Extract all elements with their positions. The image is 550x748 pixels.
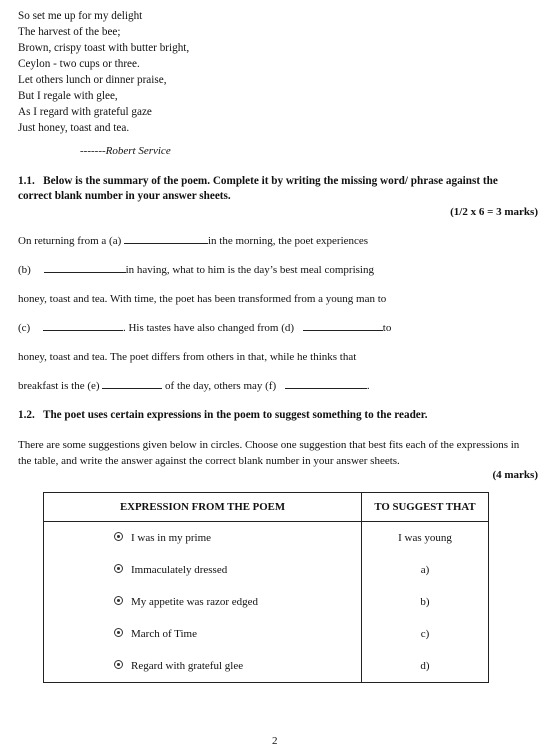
expressions-table [43, 492, 489, 683]
blank-e [102, 379, 162, 389]
expression-cell [44, 650, 362, 683]
poem-line: The harvest of the bee; [18, 26, 121, 38]
summary-line [18, 292, 386, 306]
expression-text: Immaculately dressed [131, 564, 228, 576]
expression-text: I was in my prime [131, 532, 212, 544]
expression-text: March of Time [131, 628, 197, 640]
summary-text: in the morning, the poet experiences [208, 235, 369, 247]
poem-line: Let others lunch or dinner praise, [18, 74, 167, 86]
table-row [44, 650, 489, 683]
blank-f [285, 379, 367, 389]
question-text: The poet uses certain expressions in the poem to suggest something to the reader. [42, 409, 428, 421]
table-row [44, 522, 489, 555]
circle-bullet-icon [114, 628, 123, 637]
summary-text: . [366, 380, 370, 392]
poem-author: -------Robert Service [80, 145, 171, 157]
table-row [44, 554, 489, 586]
expression-cell [44, 522, 362, 555]
blank-b [44, 263, 126, 273]
summary-text: honey, toast and tea. With time, the poet has been transformed from a young man to [18, 293, 387, 305]
circle-bullet-icon [114, 564, 123, 573]
question-1-2 [18, 408, 533, 423]
summary-text: (c) [18, 322, 33, 334]
poem-line: Brown, crispy toast with butter bright, [18, 42, 190, 54]
question-1-2-instructions: There are some suggestions given below in circles. Choose one suggestion that best fits each of the expressions in the table, and write the answer against the correct blank number in your answer sheets. [18, 439, 520, 467]
suggestion-cell: b) [420, 596, 430, 608]
question-1-1 [18, 174, 533, 204]
table-header-row [44, 493, 489, 522]
poem-line: So set me up for my delight [18, 10, 143, 22]
summary-text: On returning from a (a) [18, 235, 124, 247]
expression-text: My appetite was razor edged [131, 596, 259, 608]
suggestion-cell: a) [420, 564, 430, 576]
poem-line: Just honey, toast and tea. [18, 122, 130, 134]
summary-line [18, 321, 391, 335]
page-number: 2 [272, 735, 278, 747]
suggestion-cell: I was young [398, 532, 452, 544]
suggestion-cell: d) [420, 660, 430, 672]
poem-line: As I regard with grateful gaze [18, 106, 152, 118]
summary-line [18, 350, 356, 364]
table-row [44, 618, 489, 650]
question-1-1-marks: (1/2 x 6 = 3 marks) [450, 206, 538, 218]
expression-cell [44, 618, 362, 650]
circle-bullet-icon [114, 596, 123, 605]
expression-cell [44, 554, 362, 586]
blank-a [124, 234, 208, 244]
summary-text: in having, what to him is the day’s best meal comprising [125, 264, 374, 276]
question-1-2-marks: (4 marks) [492, 469, 538, 481]
summary-text: to [382, 322, 392, 334]
blank-c [43, 321, 123, 331]
column-header-expression: EXPRESSION FROM THE POEM [44, 493, 362, 522]
column-header-suggestion: TO SUGGEST THAT [362, 493, 489, 522]
summary-text: honey, toast and tea. The poet differs from others in that, while he thinks that [18, 351, 357, 363]
expression-cell [44, 586, 362, 618]
question-text: Below is the summary of the poem. Complete it by writing the missing word/ phrase against the correct blank number in your answer sheets. [18, 175, 498, 202]
suggestion-cell: c) [420, 628, 430, 640]
summary-text: breakfast is the (e) [18, 380, 103, 392]
summary-text: of the day, others may (f) [162, 380, 279, 392]
circle-bullet-icon [114, 660, 123, 669]
table-row [44, 586, 489, 618]
summary-text: . His tastes have also changed from (d) [122, 322, 297, 334]
question-number: 1.2. [18, 409, 35, 421]
summary-text: (b) [18, 264, 34, 276]
blank-d [303, 321, 383, 331]
poem-line: But I regale with glee, [18, 90, 118, 102]
poem-line: Ceylon - two cups or three. [18, 58, 140, 70]
summary-line [18, 263, 374, 277]
expression-text: Regard with grateful glee [131, 660, 244, 672]
circle-bullet-icon [114, 532, 123, 541]
question-number: 1.1. [18, 175, 35, 187]
summary-line [18, 379, 370, 393]
summary-line [18, 234, 368, 248]
